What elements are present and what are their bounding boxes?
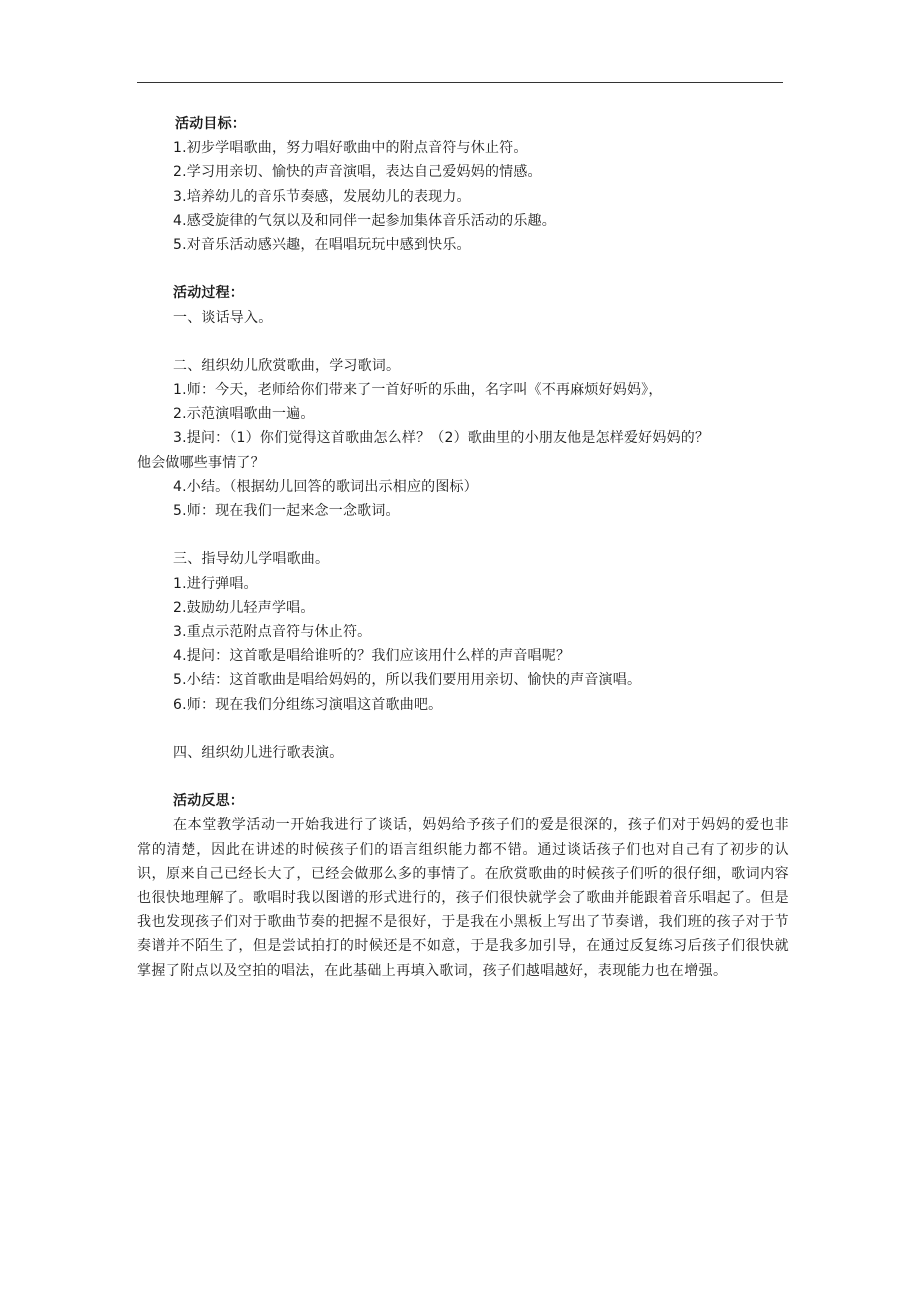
goal-item: 5.对音乐活动感兴趣，在唱唱玩玩中感到快乐。 [173, 236, 471, 253]
step3-item: 6.师：现在我们分组练习演唱这首歌曲吧。 [173, 696, 443, 713]
step2-item: 2.示范演唱歌曲一遍。 [173, 406, 315, 423]
goal-item: 1.初步学唱歌曲，努力唱好歌曲中的附点音符与休止符。 [173, 140, 528, 157]
goals-heading: 活动目标： [175, 116, 246, 132]
step2-item: 3.提问：（1）你们觉得这首歌曲怎么样？（2）歌曲里的小朋友他是怎样爱好妈妈的？ [173, 430, 710, 447]
reflection-paragraph: 在本堂教学活动一开始我进行了谈话，妈妈给予孩子们的爱是很深的，孩子们对于妈妈的爱也非常的清楚，因此在讲述的时候孩子们的语言组织能力都不错。通过谈话孩子们也对自己有了初步的认识，原来自己已经长大了，已经会做那么多的事情了。在欣赏歌曲的时候孩子们听的很仔细，歌词内容也很快地理解了。歌唱时我以图谱的形式进行的，孩子们很快就学会了歌曲并能跟着音乐唱起了。但是我也发现孩子们对于歌曲节奏的把握不是很好，于是我在小黑板上写出了节奏谱，我们班的孩子对于节奏谱并不陌生了，但是尝试拍打的时候还是不如意，于是我多加引导，在通过反复练习后孩子们很快就掌握了附点以及空拍的唱法，在此基础上再填入歌词，孩子们越唱越好，表现能力也在增强。 [137, 817, 789, 979]
reflection-heading: 活动反思： [173, 793, 244, 810]
step2-item: 5.师：现在我们一起来念一念歌词。 [173, 503, 400, 519]
step3-item: 3.重点示范附点音符与休止符。 [173, 623, 372, 640]
step2-item: 4.小结。（根据幼儿回答的歌词出示相应的图标） [173, 478, 478, 495]
step3-item: 2.鼓励幼儿轻声学唱。 [173, 599, 315, 616]
step3-item: 4.提问：这首歌是唱给谁听的？我们应该用什么样的声音唱呢？ [173, 648, 571, 665]
process-step-3-title: 三、指导幼儿学唱歌曲。 [173, 551, 330, 568]
goal-item: 3.培养幼儿的音乐节奏感，发展幼儿的表现力。 [173, 188, 471, 205]
step2-item: 1.师：今天，老师给你们带来了一首好听的乐曲，名字叫《不再麻烦好妈妈》， [173, 382, 663, 399]
step3-item: 5.小结：这首歌曲是唱给妈妈的，所以我们要用用亲切、愉快的声音演唱。 [173, 672, 642, 689]
process-step-1: 一、谈话导入。 [173, 309, 273, 326]
process-step-4: 四、组织幼儿进行歌表演。 [173, 744, 344, 761]
document-body [137, 112, 789, 983]
header-rule [137, 82, 783, 83]
step2-item-continuation: 他会做哪些事情了？ [137, 454, 265, 471]
step3-item: 1.进行弹唱。 [173, 575, 258, 592]
process-step-2-title: 二、组织幼儿欣赏歌曲，学习歌词。 [173, 357, 401, 374]
goal-item: 2.学习用亲切、愉快的声音演唱，表达自己爱妈妈的情感。 [173, 164, 542, 181]
goal-item: 4.感受旋律的气氛以及和同伴一起参加集体音乐活动的乐趣。 [173, 212, 556, 229]
process-heading: 活动过程： [173, 285, 244, 302]
